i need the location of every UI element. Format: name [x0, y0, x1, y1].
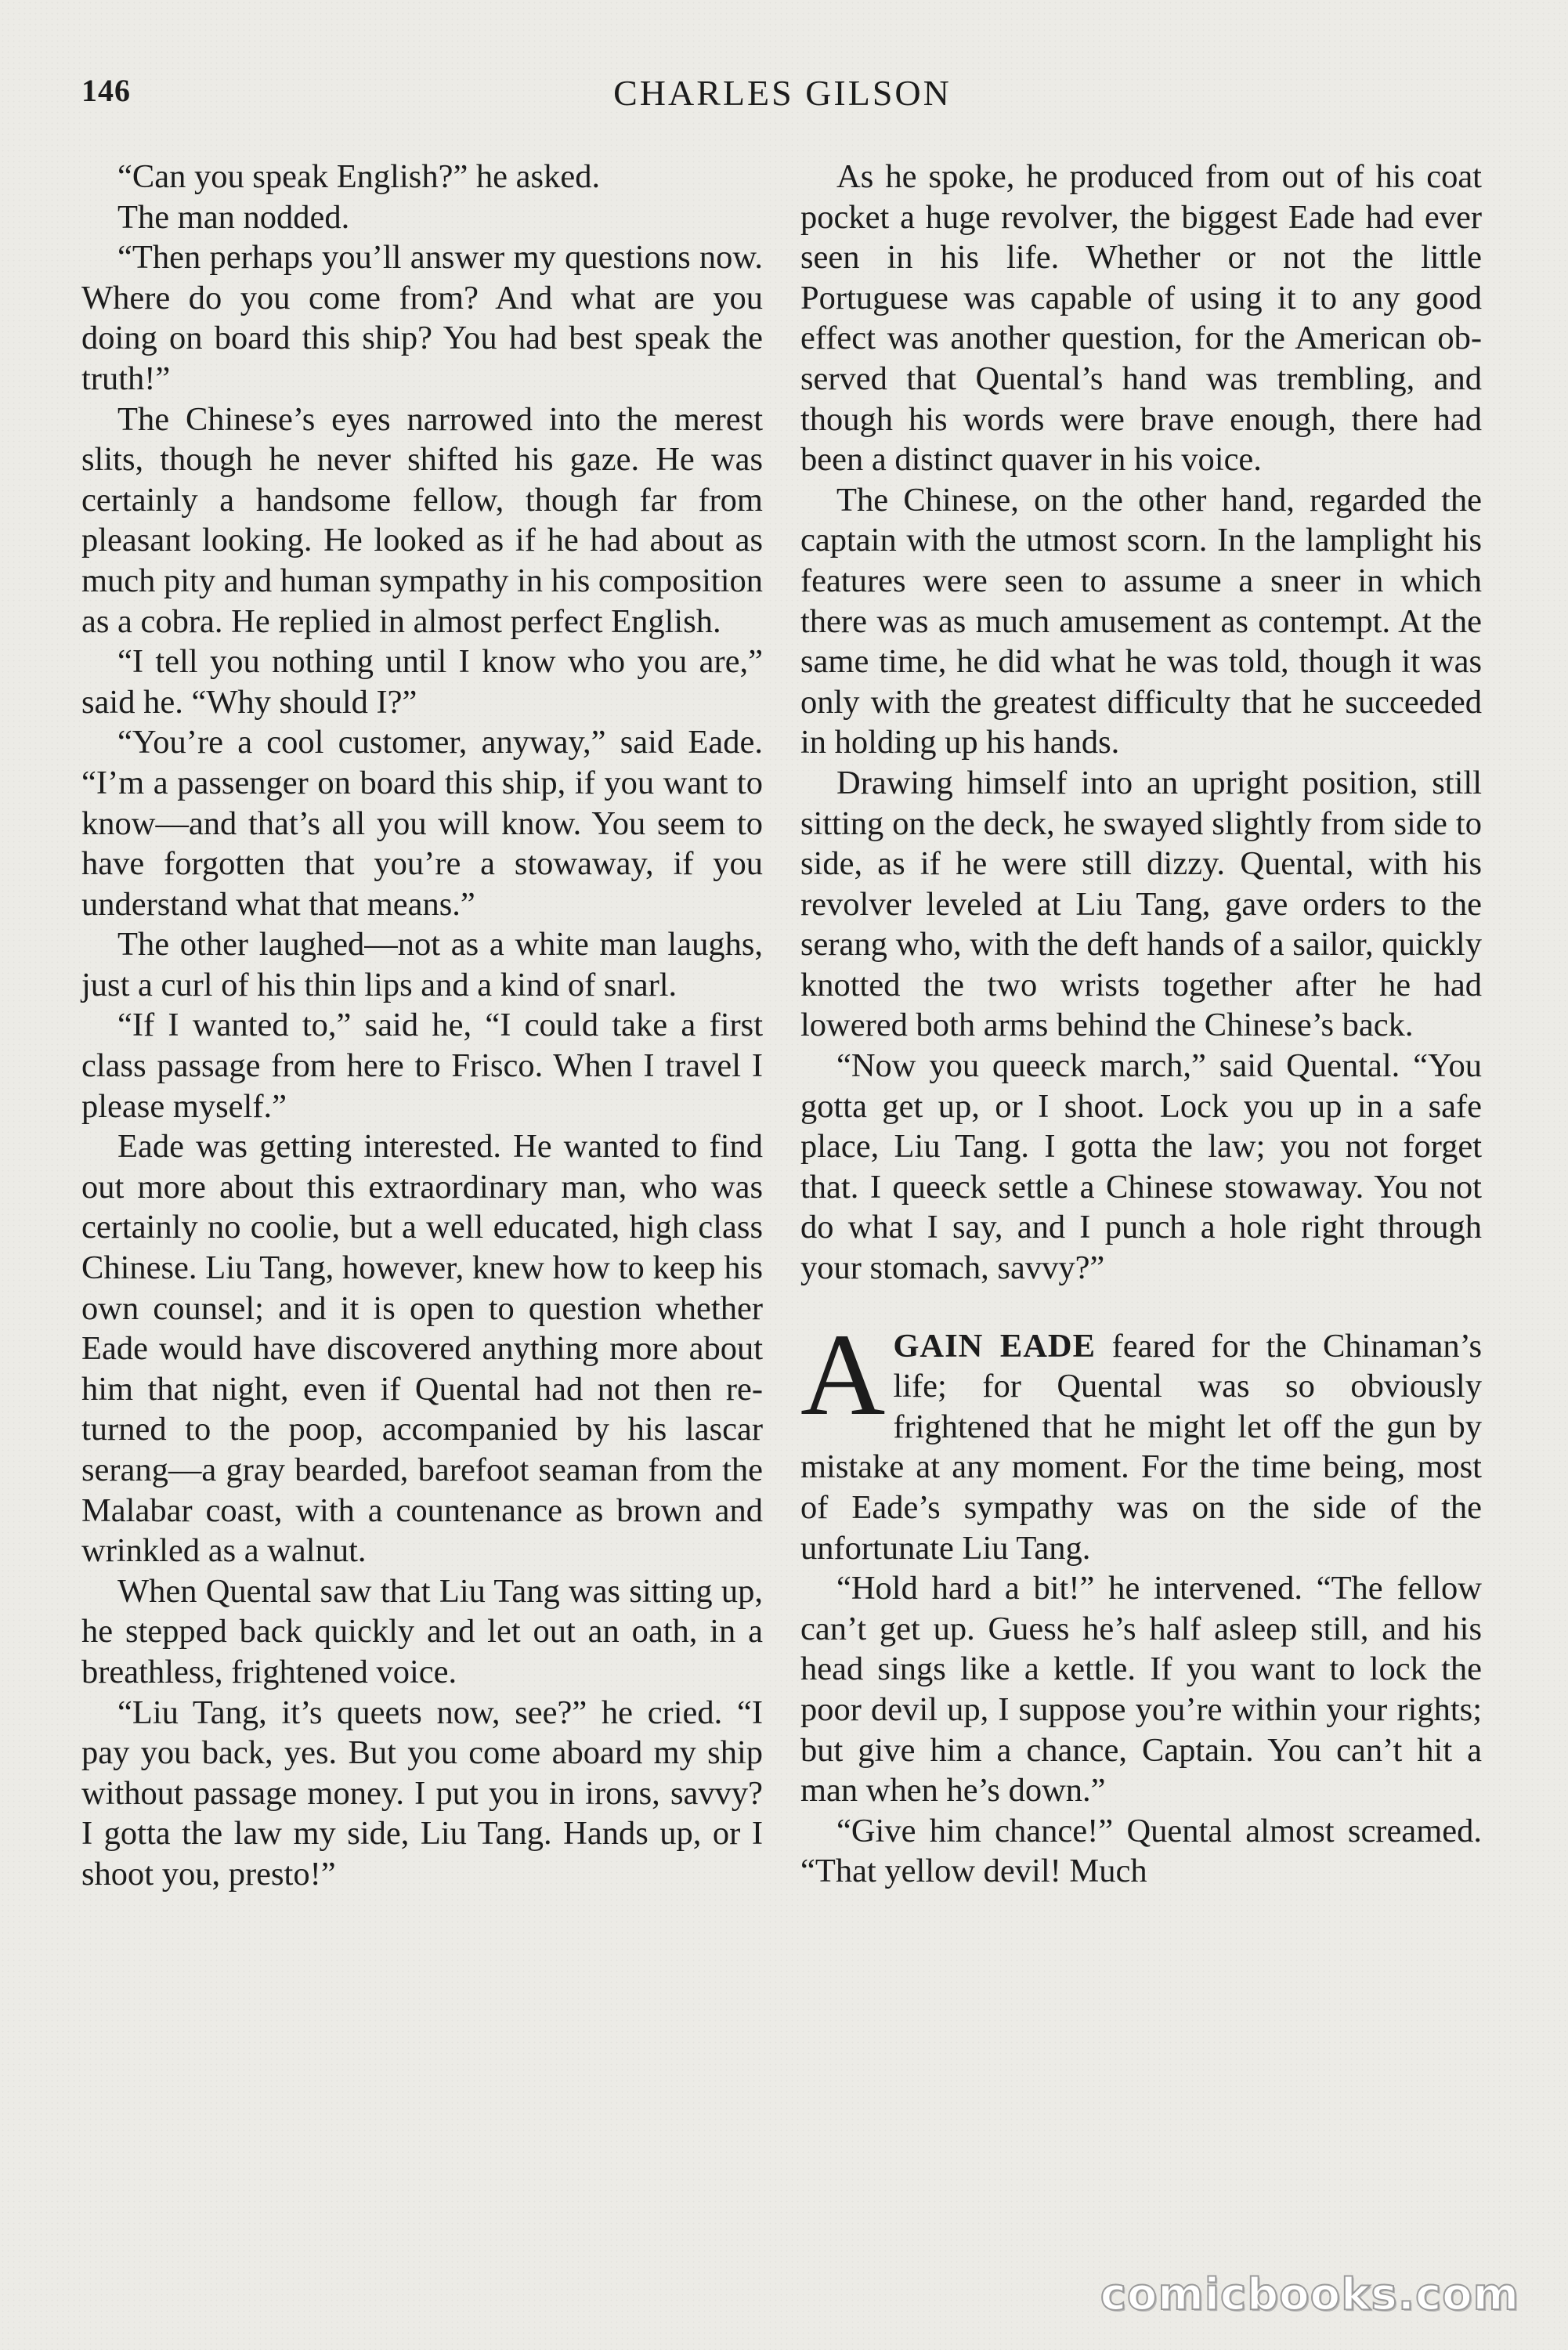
paragraph: “Liu Tang, it’s queets now, see?” he cried. “I pay you back, yes. But you come aboard my ship without passage money. I put you in irons, savvy? I gotta the law my side, Liu Tang. Hands up, or I shoot you, presto!”: [81, 1694, 763, 1893]
paragraph: When Quental saw that Liu Tang was sitting up, he stepped back quickly and let out an oath, in a breathless, frightened voice.: [81, 1572, 763, 1690]
drop-cap: A: [800, 1309, 886, 1440]
page-number: 146: [81, 73, 131, 108]
paragraph: “I tell you nothing until I know who you are,” said he. “Why should I?”: [81, 643, 763, 721]
paragraph: “Hold hard a bit!” he intervened. “The fellow can’t get up. Guess he’s half asleep still, and his head sings like a kettle. If you want to lock the poor devil up, I suppose you’re within your rights; but give him a chance, Captain. You can’t hit a man when he’s down.”: [800, 1570, 1482, 1810]
watermark: comicbooks.com: [1100, 2269, 1519, 2320]
paragraph: The other laughed—not as a white man laughs, just a curl of his thin lips and a kind of snarl.: [81, 926, 763, 1003]
right-column: [800, 157, 1482, 1892]
paragraph: As he spoke, he produced from out of his coat pocket a huge revolver, the biggest Eade had ever seen in his life. Whether or not the little Portuguese was capable of using it to any good effect was another question, for the American observed that Quental’s hand was trembling, and though his words were brave enough, there had been a distinct quaver in his voice.: [800, 158, 1482, 479]
running-head: [81, 72, 1483, 127]
paragraph: The man nodded.: [117, 198, 350, 236]
paragraph: The Chinese, on the other hand, regarded the captain with the utmost scorn. In the lamplight his features were seen to assume a sneer in which there was as much amusement as contempt. At the same time, he did what he was told, though it was only with the greatest difficulty that he succeeded in holding up his hands.: [800, 481, 1482, 761]
drop-cap-rest: feared for the Chinaman’s life; for Quental was so obviously frightened that he might let off the gun by mistake at any moment. For the time being, most of Eade’s sympathy was on the side of the unfortunate Liu Tang.: [800, 1327, 1482, 1567]
paragraph: “Now you queeck march,” said Quental. “You gotta get up, or I shoot. Lock you up in a safe place, Liu Tang. I gotta the law; you not forget that. I queeck settle a Chinese stowaway. You not do what I say, and I punch a hole right through your stomach, savvy?”: [800, 1047, 1482, 1287]
paragraph: Eade was getting interested. He wanted to find out more about this extraordinary man, who was certainly no coolie, but a well educated, high class Chinese. Liu Tang, however, knew how to keep his own counsel; and it is open to question whether Eade would have discovered anything more about him that night, even if Quental had not then returned to the poop, accompanied by his lascar serang—a gray bearded, barefoot seaman from the Malabar coast, with a countenance as brown and wrinkled as a walnut.: [81, 1128, 763, 1570]
paragraph: “If I wanted to,” said he, “I could take a first class passage from here to Frisco. When I travel I please myself.”: [81, 1007, 763, 1125]
drop-cap-paragraph: [800, 1309, 1482, 1569]
left-column: [81, 157, 763, 1895]
paragraph: “Give him chance!” Quental almost screamed. “That yellow devil! Much: [800, 1812, 1482, 1890]
paragraph: “Then perhaps you’ll answer my questions now. Where do you come from? And what are you doing on board this ship? You had best speak the truth!”: [81, 239, 763, 397]
paragraph: “Can you speak English?” he asked.: [117, 158, 601, 195]
paragraph: “You’re a cool customer, anyway,” said Eade. “I’m a passenger on board this ship, if you want to know—and that’s all you will know. You seem to have forgotten that you’re a stowaway, if you understand what that means.”: [81, 724, 763, 923]
running-title: CHARLES GILSON: [613, 73, 952, 113]
paragraph: Drawing himself into an upright position, still sitting on the deck, he swayed slightly from side to side, as if he were still dizzy. Quental, with his revolver leveled at Liu Tang, gave orders to the serang who, with the deft hands of a sailor, quickly knotted the two wrists together after he had lowered both arms behind the Chinese’s back.: [800, 764, 1482, 1044]
drop-cap-lead: GAIN EADE: [893, 1327, 1096, 1365]
paragraph: The Chinese’s eyes narrowed into the merest slits, though he never shifted his gaze. He was certainly a handsome fellow, though far from pleasant looking. He looked as if he had about as much pity and human sympathy in his composition as a cobra. He replied in almost perfect English.: [81, 400, 764, 640]
section-break: [800, 1289, 1482, 1326]
